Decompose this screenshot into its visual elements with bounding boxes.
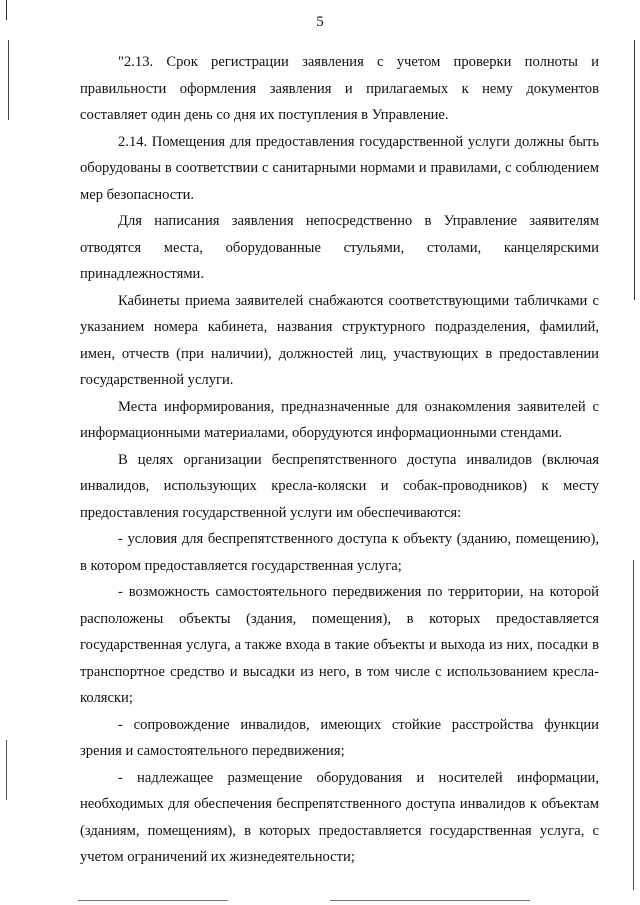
paragraph-registration-term: "2.13. Срок регистрации заявления с учетом проверки полноты и правильности оформления заявления и прилагаемых к нему документов составляет один день со дня их поступления в Управление.	[80, 54, 599, 123]
paragraph-office-signs: Кабинеты приема заявителей снабжаются соответствующими табличками с указанием номера кабинета, названия структурного подразделения, фамилий, имен, отчеств (при наличии), должностей лиц, участвующих в предоставлении государственной услуги.	[80, 292, 599, 388]
page-number: 5	[316, 14, 324, 30]
scan-mark-left-lower	[6, 740, 7, 800]
list-item-access-conditions: - условия для беспрепятственного доступа к объекту (зданию, помещению), в котором предоставляется государственная услуга;	[80, 531, 599, 574]
scan-rule-bottom-right	[330, 900, 530, 901]
document-body	[80, 49, 599, 871]
scan-mark-right	[634, 40, 635, 300]
scan-mark-left	[8, 40, 9, 120]
scan-rule-bottom-left	[78, 900, 228, 901]
paragraph-premises-requirements: 2.14. Помещения для предоставления государственной услуги должны быть оборудованы в соответствии с санитарными нормами и правилами, с соблюдением мер безопасности.	[80, 133, 599, 203]
scan-mark-left-top	[6, 0, 7, 20]
list-item-independent-movement: - возможность самостоятельного передвижения по территории, на которой расположены объекты (здания, помещения), в которых предоставляется государственная услуга, а также входа в такие объекты и выхода из них, посадки в транспортное средство и высадки из него, в том числе с использованием кресла-коляски;	[80, 584, 599, 706]
list-item-escort: - сопровождение инвалидов, имеющих стойкие расстройства функции зрения и самостоятельного передвижения;	[80, 716, 599, 759]
list-item-equipment-placement: - надлежащее размещение оборудования и носителей информации, необходимых для обеспечения беспрепятственного доступа инвалидов к объектам (зданиям, помещениям), в которых предоставляется государственная услуга, с учетом ограничений их жизнедеятельности;	[80, 769, 599, 865]
paragraph-disability-access-intro: В целях организации беспрепятственного доступа инвалидов (включая инвалидов, использующих кресла-коляски и собак-проводников) к месту предоставления государственной услуги им обеспечиваются:	[80, 451, 599, 521]
paragraph-info-stands: Места информирования, предназначенные для ознакомления заявителей с информационными материалами, оборудуются информационными стендами.	[80, 398, 599, 441]
paragraph-application-places: Для написания заявления непосредственно в Управление заявителям отводятся места, оборудованные стульями, столами, канцелярскими принадлежностями.	[80, 213, 599, 282]
scan-mark-right-lower	[633, 560, 634, 890]
